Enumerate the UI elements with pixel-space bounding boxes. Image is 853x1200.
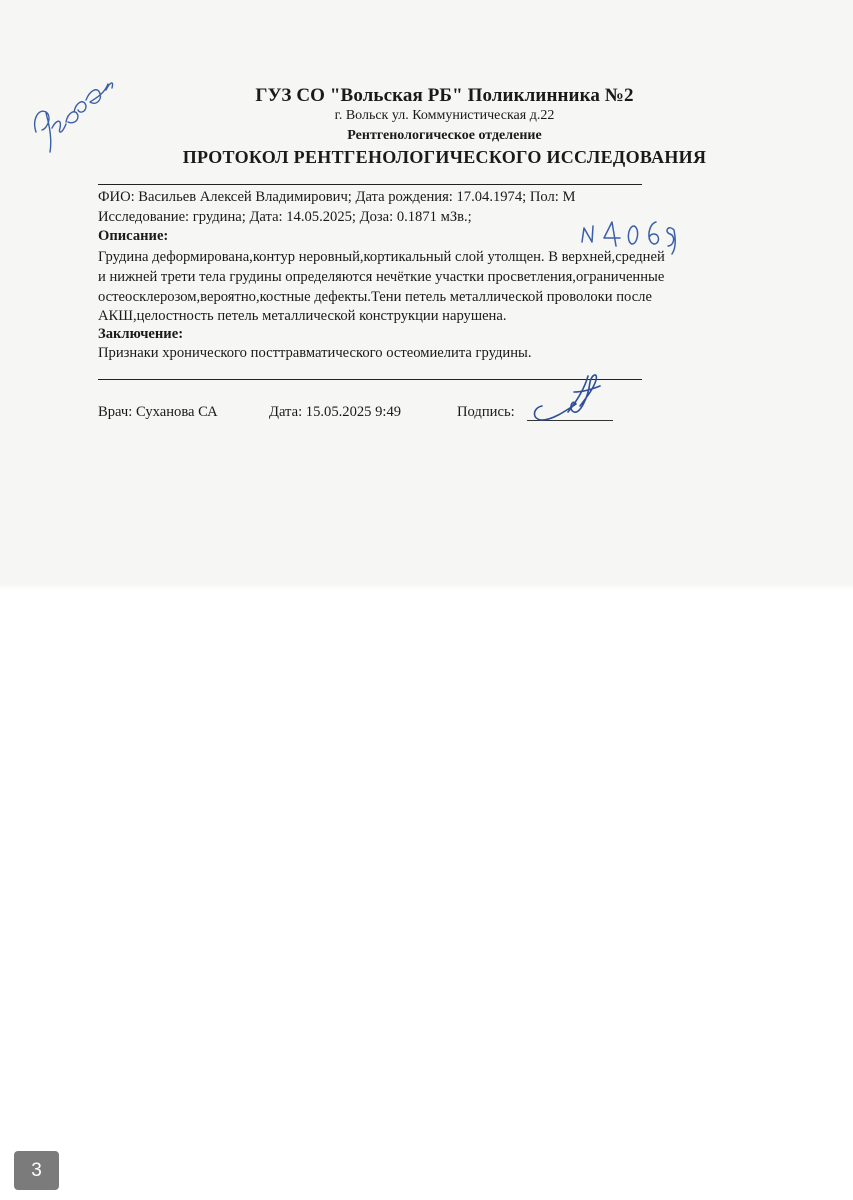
protocol-title: ПРОТОКОЛ РЕНТГЕНОЛОГИЧЕСКОГО ИССЛЕДОВАНИЯ (182, 147, 707, 167)
description-line-2: и нижней трети тела грудины определяются нечёткие участки просветления,ограниченные (98, 269, 665, 285)
description-line-4: АКШ,целостность петель металлической конструкции нарушена. (98, 308, 507, 324)
description-label: Описание: (98, 228, 169, 244)
page-number-badge[interactable]: 3 (14, 1151, 59, 1190)
handwritten-margin-note (28, 72, 123, 162)
signature-drawing (528, 368, 608, 428)
description-line-1: Грудина деформирована,контур неровный,кортикальный слой утолщен. В верхней,средней (98, 249, 665, 265)
conclusion-label: Заключение: (98, 326, 184, 342)
conclusion-text: Признаки хронического посттравматического остеомиелита грудины. (98, 345, 532, 361)
number-note-stroke (582, 222, 675, 254)
signature-stroke (535, 375, 601, 420)
organization-address: г. Вольск ул. Коммунистическая д.22 (334, 108, 555, 123)
handwritten-number-note (578, 216, 688, 256)
organization-name: ГУЗ СО "Вольская РБ" Поликлинника №2 (255, 85, 634, 106)
department-name: Рентгенологическое отделение (347, 128, 542, 143)
protocol-document (0, 0, 853, 590)
margin-note-stroke (35, 83, 113, 152)
report-date: Дата: 15.05.2025 9:49 (269, 404, 402, 420)
top-divider (98, 184, 642, 185)
doctor-name: Врач: Суханова СА (98, 404, 218, 420)
patient-info-line: ФИО: Васильев Алексей Владимирович; Дата рождения: 17.04.1974; Пол: М (98, 189, 576, 205)
description-line-3: остеосклерозом,вероятно,костные дефекты.Тени петель металлической проволоки после (98, 289, 652, 305)
study-info-line: Исследование: грудина; Дата: 14.05.2025; Доза: 0.1871 мЗв.; (98, 209, 472, 225)
signature-label: Подпись: (457, 404, 515, 420)
